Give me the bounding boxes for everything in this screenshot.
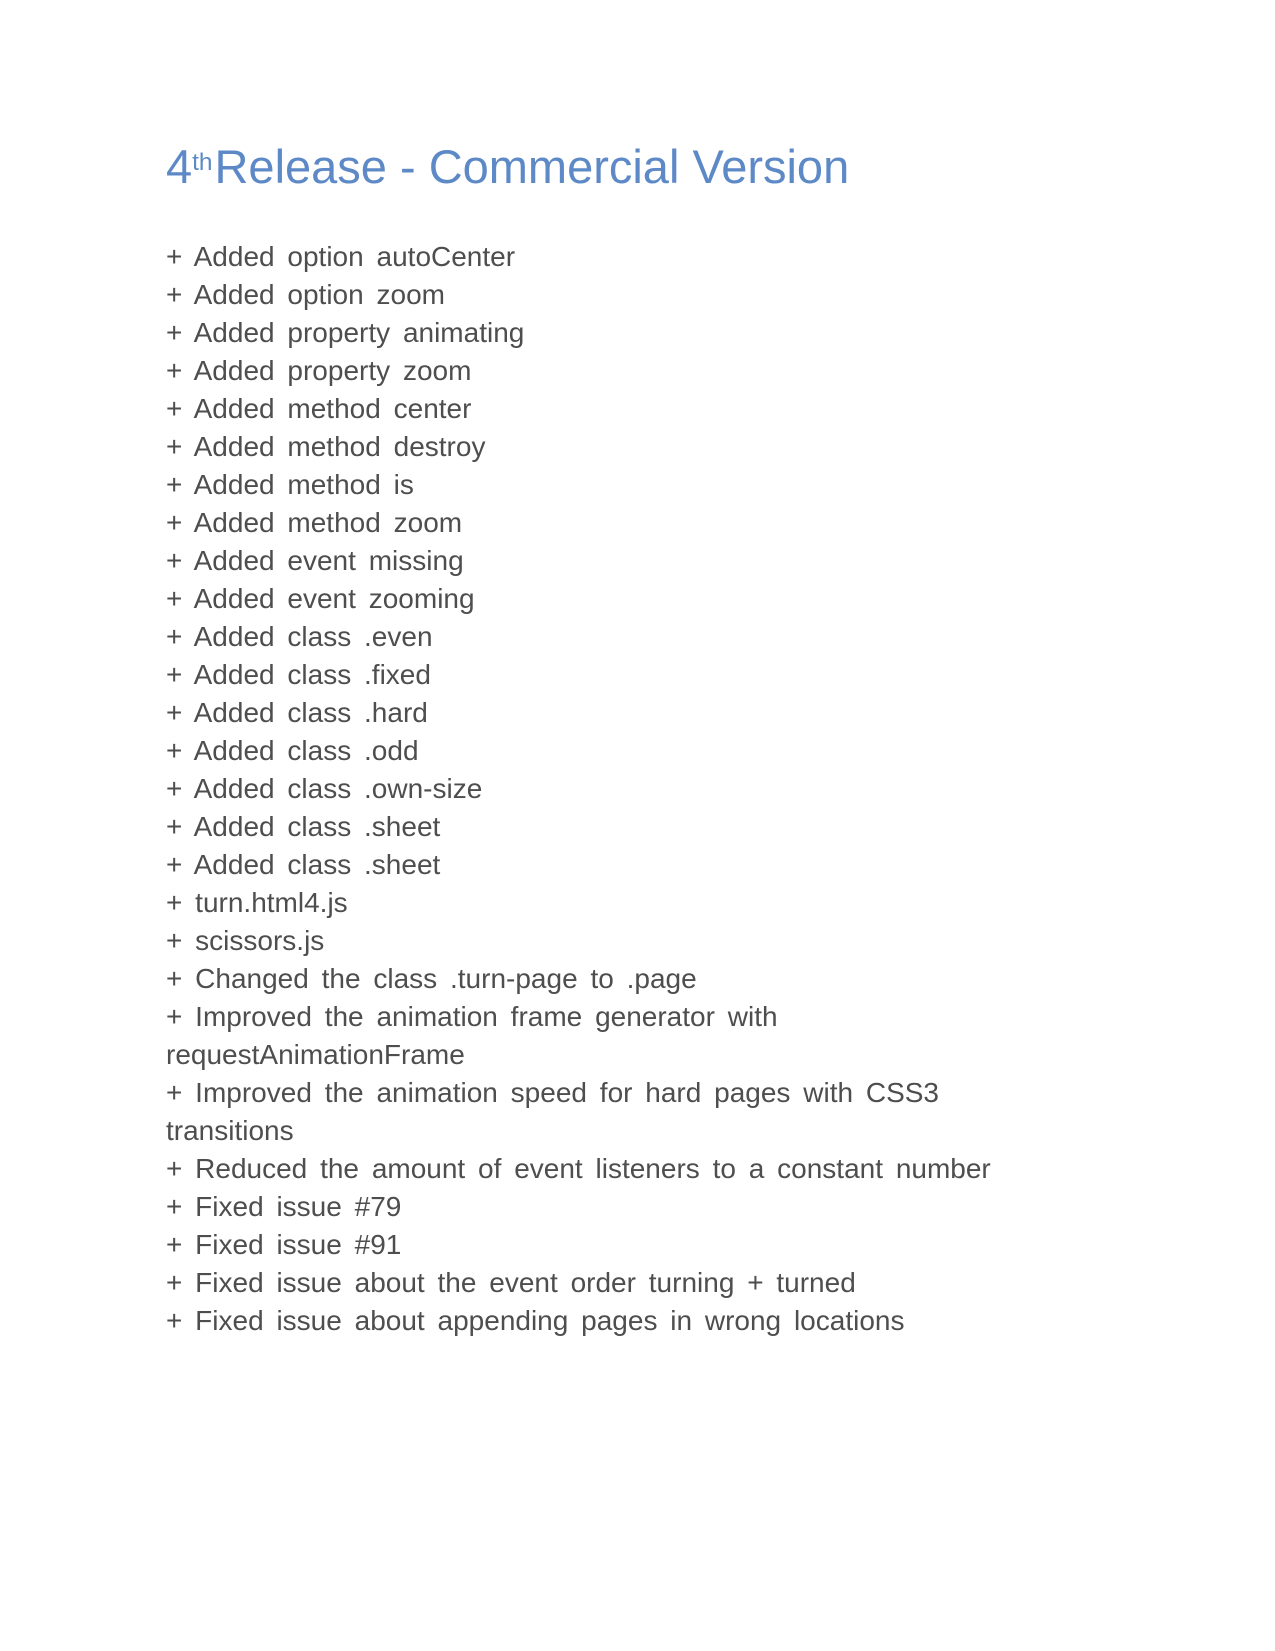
changelog-line: + Reduced the amount of event listeners to a constant number xyxy=(166,1153,991,1184)
changelog-line: + Added event zooming xyxy=(166,583,475,614)
changelog-line: + turn.html4.js xyxy=(166,887,348,918)
changelog-line: + Added option autoCenter xyxy=(166,241,516,272)
changelog-line: + Added class .sheet xyxy=(166,849,441,880)
changelog-line: + Added class .odd xyxy=(166,735,419,766)
title-text: Release - Commercial Version xyxy=(214,140,850,193)
changelog-line: + Added event missing xyxy=(166,545,464,576)
changelog-line: + Improved the animation frame generator with xyxy=(166,1001,778,1032)
changelog-line: + Changed the class .turn-page to .page xyxy=(166,963,697,994)
page-title xyxy=(166,140,1175,193)
title-ordinal-suffix: th xyxy=(192,149,213,177)
changelog-line: + Added method destroy xyxy=(166,431,486,462)
changelog-line: + Added option zoom xyxy=(166,279,445,310)
changelog-line: + Added class .own-size xyxy=(166,773,483,804)
changelog-line: requestAnimationFrame xyxy=(166,1039,465,1070)
changelog-line: + Fixed issue about the event order turning + turned xyxy=(166,1267,856,1298)
changelog-line: + Added class .even xyxy=(166,621,433,652)
changelog-line: + Added class .fixed xyxy=(166,659,431,690)
changelog-line: + Improved the animation speed for hard pages with CSS3 xyxy=(166,1077,940,1108)
changelog-line: + Fixed issue #79 xyxy=(166,1191,402,1222)
changelog-line: + Fixed issue #91 xyxy=(166,1229,402,1260)
changelog-list xyxy=(166,238,1175,1340)
changelog-line: + Added method center xyxy=(166,393,472,424)
changelog-line: + Added method zoom xyxy=(166,507,463,538)
changelog-line: + Added class .sheet xyxy=(166,811,441,842)
changelog-line: + scissors.js xyxy=(166,925,325,956)
changelog-line: + Added method is xyxy=(166,469,414,500)
changelog-line: + Added property zoom xyxy=(166,355,472,386)
changelog-line: + Added class .hard xyxy=(166,697,428,728)
changelog-line: + Fixed issue about appending pages in wrong locations xyxy=(166,1305,905,1336)
title-number: 4 xyxy=(166,140,193,193)
changelog-line: + Added property animating xyxy=(166,317,525,348)
changelog-line: transitions xyxy=(166,1115,294,1146)
